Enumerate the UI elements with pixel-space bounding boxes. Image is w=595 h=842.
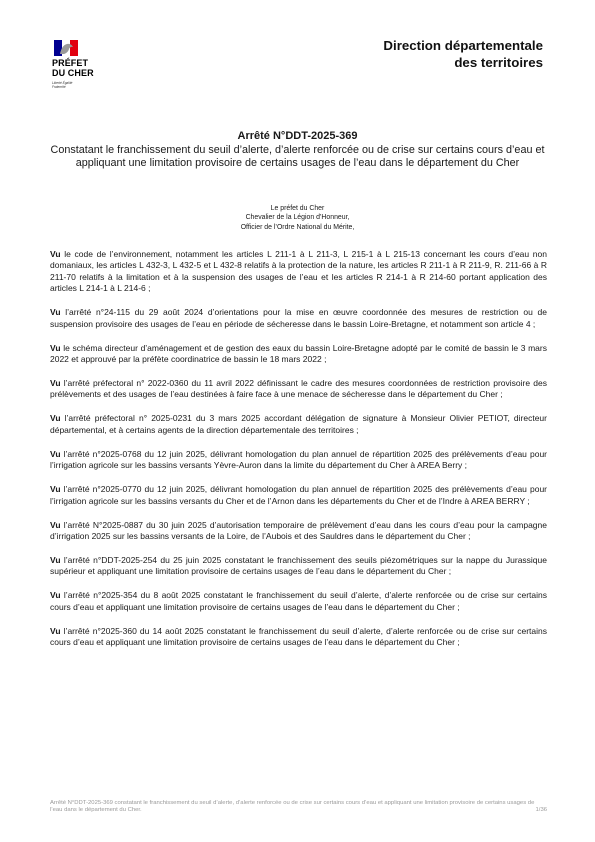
vu-keyword: Vu [50, 590, 61, 601]
logo-motto: Liberté Égalité Fraternité [52, 81, 73, 90]
considerant-text: l’arrêté n°DDT-2025-254 du 25 juin 2025 constatant le franchissement des seuils piézométriques sur la nappe du Jurassique supérieur et appliquant une limitation provisoire de certains usages de l’eau dans le département du Cher ; [50, 555, 547, 577]
considerant-item [50, 378, 547, 401]
logo-name-line1: PRÉFET [52, 58, 89, 68]
considerant-item [50, 413, 547, 436]
direction-line2: des territoires [454, 55, 543, 70]
considerant-item [50, 626, 547, 649]
marianne-flag-icon [54, 40, 78, 56]
vu-keyword: Vu [50, 555, 61, 566]
considerant-item [50, 484, 547, 507]
decree-subtitle: Constatant le franchissement du seuil d’alerte, d’alerte renforcée ou de crise sur certains cours d’eau et appliquant une limitation provisoire de certains usages de l’eau dans le département du Cher [50, 144, 545, 170]
vu-keyword: Vu [50, 249, 61, 259]
footer-text: Arrêté N°DDT-2025-369 constatant le franchissement du seuil d’alerte, d’alerte renforcée ou de crise sur certains cours d’eau et appliquant une limitation provisoire de certains usages de l’eau dans le département du Cher. [50, 800, 535, 814]
considerant-text: l’arrêté n°24-115 du 29 août 2024 d’orientations pour la mise en œuvre coordonnée des mesures de restriction ou de suspension provisoire des usages de l’eau en période de sécheresse dans le bassin Loire-Bretagne, et notamment son article 4 ; [50, 307, 547, 329]
issuing-direction [383, 37, 543, 71]
vu-keyword: Vu [50, 448, 61, 459]
considerant-item [50, 590, 547, 613]
logo-name [52, 59, 112, 78]
considerant-item [50, 449, 547, 472]
decree-heading [50, 130, 545, 170]
considerant-item [50, 249, 547, 295]
signatory-line2: Chevalier de la Légion d’Honneur, [245, 214, 350, 222]
vu-keyword: Vu [50, 307, 61, 318]
considerant-text: l’arrêté n°2025-0770 du 12 juin 2025, délivrant homologation du plan annuel de répartition 2025 des prélèvements d’eau pour l’irrigation agricole sur les bassins versants du Cher et de l’Arnon dans les départements du Cher et de l’Indre à AREA BERRY ; [50, 484, 547, 506]
considerant-item [50, 520, 547, 543]
signatory-block [50, 204, 545, 232]
page-number: 1/36 [535, 807, 547, 814]
considerant-text: l’arrêté n°2025-360 du 14 août 2025 constatant le franchissement du seuil d’alerte, d’alerte renforcée ou de crise sur certains cours d’eau et appliquant une limitation provisoire de certains usages de l’eau dans le département du Cher ; [50, 625, 547, 648]
logo-name-line2: DU CHER [52, 67, 94, 78]
considerant-text: le code de l’environnement, notamment les articles L 211-1 à L 211-3, L 215-1 à L 215-13 concernant les cours d’eau non domaniaux, les articles L 432-3, L 432-5 et L 432-8 relatifs à la protection de la nature, les articles R 211-1 à R 211-9, R. 211-66 à R 211-70 relatifs à la limitation et à la suspension des usages de l’eau et les articles R 214-1 à R 214-60 portant application des articles L 214-1 à L 214-6 ; [50, 249, 547, 294]
considerants-list [50, 249, 547, 661]
considerant-item [50, 343, 547, 366]
vu-keyword: Vu [50, 625, 61, 636]
considerant-text: l’arrêté N°2025-0887 du 30 juin 2025 d’autorisation temporaire de prélèvement d’eau dans les cours d’eau pour la campagne d’irrigation 2025 sur les bassins versants de la Loire, de l’Aubois et des Sauldres dans le département du Cher ; [50, 519, 547, 542]
decree-title: Arrêté N°DDT-2025-369 [237, 130, 358, 142]
vu-keyword: Vu [50, 413, 61, 424]
considerant-text: l’arrêté préfectoral n° 2022-0360 du 11 avril 2022 définissant le cadre des mesures coordonnées de restriction provisoire des prélèvements et des usages de l’eau destinées à faire face à une menace de sécheresse dans le département du Cher ; [50, 378, 547, 400]
signatory-line3: Officier de l’Ordre National du Mérite, [240, 223, 355, 231]
vu-keyword: Vu [50, 378, 61, 389]
vu-keyword: Vu [50, 519, 61, 530]
considerant-text: l’arrêté préfectoral n° 2025-0231 du 3 mars 2025 accordant délégation de signature à Monsieur Olivier PETIOT, directeur départemental, et à certains agents de la direction départementale des territoires ; [50, 413, 547, 435]
direction-line1: Direction départementale [383, 38, 543, 53]
page-footer [50, 800, 547, 815]
considerant-item [50, 555, 547, 578]
signatory-line1: Le préfet du Cher [270, 205, 325, 212]
considerant-text: l’arrêté n°2025-0768 du 12 juin 2025, délivrant homologation du plan annuel de répartition 2025 des prélèvements d’eau pour l’irrigation agricole sur les bassins versants Yèvre-Auron dans la limite du département du Cher à AREA Berry ; [50, 448, 547, 471]
prefecture-logo [52, 40, 112, 89]
considerant-item [50, 307, 547, 330]
considerant-text: le schéma directeur d’aménagement et de gestion des eaux du bassin Loire-Bretagne adopté par le comité de bassin le 3 mars 2022 et approuvé par la préfète coordinatrice de bassin le 18 mars 2022 ; [50, 342, 547, 365]
vu-keyword: Vu [50, 484, 61, 495]
considerant-text: l’arrêté n°2025-354 du 8 août 2025 constatant le franchissement du seuil d’alerte, d’alerte renforcée ou de crise sur certains cours d’eau et appliquant une limitation provisoire de certains usages de l’eau dans le département du Cher ; [50, 590, 547, 612]
vu-keyword: Vu [50, 342, 61, 353]
